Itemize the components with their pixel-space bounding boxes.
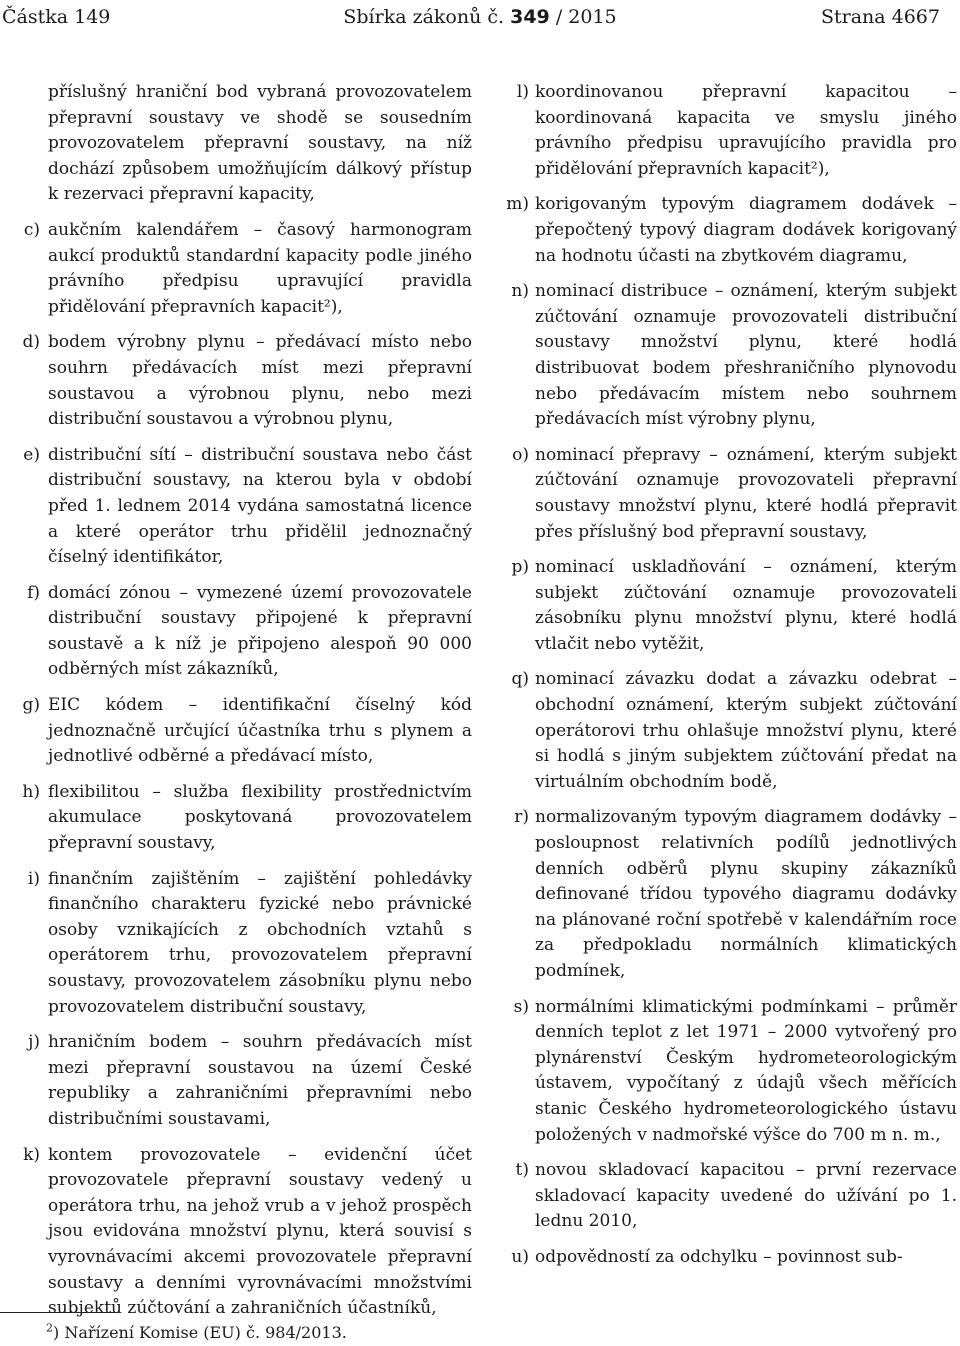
- item-body: [48, 330, 472, 432]
- item-label: g): [22, 695, 40, 716]
- definition-text: – obchodní oznámení, kterým subjekt zúčtování operátorovi trhu ohlašuje množství plynu, které si hodlá s jiným subjektem zúčtování předat na virtuálním obchodním bodě,: [535, 669, 957, 792]
- defined-term: aukčním kalendářem: [48, 219, 239, 240]
- item-label: f): [27, 582, 40, 603]
- definition-item: [4, 867, 472, 1021]
- law-number: 349: [510, 6, 550, 28]
- definition-list-right: [495, 80, 957, 1271]
- item-body: [48, 780, 472, 857]
- footnote-text: ) Nařízení Komise (EU) č. 984/2013.: [53, 1323, 347, 1342]
- collection-year: / 2015: [555, 6, 617, 28]
- definition-item: [495, 1245, 957, 1271]
- defined-term: normálními klimatickými podmínkami: [535, 996, 868, 1017]
- item-label: d): [22, 332, 40, 353]
- definition-text: – evidenční účet provozovatele přepravní soustavy vedený u operátora trhu, na jehož vrub a v jehož prospěch jsou evidována množství plynu, která souvisí s vyrovnávacími akcemi provozovatele přepravní soustavy a denními vyrovnávacími množstvími subjektů zúčtování a zahraničních účastníků,: [48, 1144, 472, 1319]
- definition-text: – oznámení, kterým subjekt zúčtování oznamuje provozovateli zásobníku plynu množství plynu, které hodlá vtlačit nebo vytěžit,: [535, 557, 957, 654]
- item-body: [535, 555, 957, 657]
- page-number: Strana 4667: [820, 6, 940, 28]
- definition-item: [495, 555, 957, 657]
- defined-term: korigovaným typovým diagramem dodávek: [535, 194, 934, 215]
- definition-text: – vymezené území provozovatele distribuční soustavy připojené k přepravní soustavě a k níž je připojeno alespoň 90 000 odběrných míst zákazníků,: [48, 582, 472, 680]
- item-body: [535, 443, 957, 545]
- item-label: r): [514, 807, 529, 828]
- item-body: [48, 1143, 472, 1322]
- definition-text: – časový harmonogram aukcí produktů standardní kapacity podle jiného právního předpisu upravující pravidla přidělování přepravních kapacit²),: [48, 219, 472, 317]
- definition-item: [495, 279, 957, 433]
- item-label: h): [22, 781, 40, 802]
- item-body: [48, 1030, 472, 1132]
- item-label: u): [511, 1246, 529, 1267]
- defined-term: flexibilitou: [48, 781, 140, 802]
- definition-text: – distribuční soustava nebo část distribuční soustavy, na kterou byla v období před 1. lednem 2014 vydána samostatná licence a které operátor trhu přidělil jednoznačný číselný identifikátor,: [48, 444, 472, 568]
- item-body: [48, 443, 472, 571]
- defined-term: domácí zónou: [48, 582, 171, 603]
- part-number: Částka 149: [2, 6, 111, 28]
- definition-item: [495, 805, 957, 984]
- defined-term: EIC kódem: [48, 695, 164, 716]
- item-body: [535, 1158, 957, 1235]
- defined-term: koordinovanou přepravní kapacitou: [535, 82, 910, 102]
- definition-item: [495, 443, 957, 545]
- item-body: [535, 805, 957, 984]
- item-body: [535, 80, 957, 182]
- definition-text: – oznámení, kterým subjekt zúčtování oznamuje provozovateli distribuční soustavy množství plynu, které hodlá distribuovat bodem přeshraničního plynovodu nebo předávacím místem nebo souhrnem předávacích míst výrobny plynu,: [535, 281, 957, 430]
- definition-text: – předávací místo nebo souhrn předávacích míst mezi přepravní soustavou a výrobnou plynu, nebo mezi distribuční soustavou a výrobnou plynu,: [48, 332, 472, 430]
- item-label: o): [512, 444, 529, 465]
- item-label: n): [511, 281, 529, 302]
- defined-term: nominací uskladňování: [535, 557, 746, 578]
- definition-item: [495, 667, 957, 795]
- definition-text: – koordinovaná kapacita ve smyslu jiného právního předpisu upravujícího pravidla pro přidělování přepravních kapacit²),: [535, 82, 958, 179]
- item-body: [535, 192, 957, 269]
- definition-item: [4, 780, 472, 857]
- definition-item: [495, 192, 957, 269]
- item-label: j): [28, 1032, 40, 1053]
- item-label: k): [23, 1144, 40, 1165]
- definition-text: – zajištění pohledávky finančního charakteru fyzické nebo právnické osoby vznikajících z obchodních vztahů s operátorem trhu, provozovatelem přepravní soustavy, provozovatelem zásobníku plynu nebo provozovatelem distribuční soustavy,: [48, 868, 472, 1017]
- defined-term: kontem provozovatele: [48, 1144, 261, 1165]
- definition-text: – souhrn předávacích míst mezi přepravní soustavou na území České republiky a zahraničními přepravními nebo distribučními soustavami,: [48, 1032, 472, 1129]
- defined-term: nominací závazku dodat a závazku odebrat: [535, 669, 937, 690]
- item-label: t): [515, 1160, 529, 1181]
- item-body: [48, 581, 472, 683]
- item-body: [535, 279, 957, 433]
- definition-item: [4, 1030, 472, 1132]
- page-header: [0, 2, 960, 32]
- definition-text: – první rezervace skladovací kapacity uvedené do užívání po 1. lednu 2010,: [535, 1160, 957, 1232]
- definition-item: [4, 330, 472, 432]
- left-column: [4, 80, 472, 1332]
- item-label: s): [513, 996, 529, 1017]
- item-body: [48, 867, 472, 1021]
- definition-list-left: [4, 218, 472, 1322]
- footnote-mark: 2: [46, 1321, 53, 1335]
- item-label: q): [511, 669, 529, 690]
- definition-item: [4, 693, 472, 770]
- definition-item: [495, 80, 957, 182]
- item-label: e): [23, 444, 40, 465]
- defined-term: normalizovaným typovým diagramem dodávky: [535, 807, 942, 828]
- defined-term: nominací přepravy: [535, 444, 701, 465]
- definition-text: – identifikační číselný kód jednoznačně určující účastníka trhu s plynem a jednotlivé odběrné a předávací místo,: [48, 695, 472, 767]
- item-label: c): [23, 219, 40, 240]
- definition-text: – posloupnost relativních podílů jednotlivých denních odběrů plynu skupiny zákazníků definované třídou typového diagramu dodávky na plánované roční spotřebě v kalendářním roce za předpokladu normálních klimatických podmínek,: [535, 807, 957, 981]
- defined-term: novou skladovací kapacitou: [535, 1160, 785, 1181]
- item-label: i): [27, 868, 40, 889]
- definition-item: [4, 218, 472, 320]
- item-label: m): [506, 194, 529, 215]
- defined-term: hraničním bodem: [48, 1032, 208, 1053]
- definition-item: [4, 1143, 472, 1322]
- item-body: [48, 693, 472, 770]
- collection-title: [0, 4, 960, 30]
- item-body: [48, 218, 472, 320]
- footnote-divider: [0, 1312, 118, 1313]
- intro-paragraph: příslušný hraniční bod vybraná provozovatelem přepravní soustavy ve shodě se sousedním provozovatelem přepravní soustavy, na níž dochází způsobem umožňujícím dálkový přístup k rezervaci přepravní kapacity,: [48, 82, 472, 205]
- defined-term: odpovědností za odchylku: [535, 1246, 758, 1267]
- definition-text: – přepočtený typový diagram dodávek korigovaný na hodnotu účasti na zbytkovém diagramu,: [535, 194, 957, 266]
- defined-term: nominací distribuce: [535, 281, 708, 302]
- defined-term: bodem výrobny plynu: [48, 332, 246, 353]
- definition-text: – služba flexibility prostřednictvím akumulace poskytovaná provozovatelem přepravní soustavy,: [48, 781, 472, 854]
- item-body: [535, 1245, 957, 1271]
- right-column: [495, 80, 957, 1281]
- item-body: [535, 995, 957, 1149]
- defined-term: finančním zajištěním: [48, 868, 240, 889]
- footnote: [46, 1322, 347, 1344]
- definition-item: [495, 1158, 957, 1235]
- item-body: [535, 667, 957, 795]
- definition-item: [4, 581, 472, 683]
- definition-text: – povinnost sub-: [757, 1246, 903, 1267]
- definition-item: [4, 443, 472, 571]
- collection-prefix: Sbírka zákonů č.: [343, 6, 505, 28]
- definition-item: [495, 995, 957, 1149]
- definition-text: – oznámení, kterým subjekt zúčtování oznamuje provozovateli přepravní soustavy množství plynu, které hodlá přepravit přes příslušný bod přepravní soustavy,: [535, 444, 957, 542]
- defined-term: distribuční sítí: [48, 444, 176, 465]
- definition-text: – průměr denních teplot z let 1971 – 2000 vytvořený pro plynárenství Českým hydrometeorologickým ústavem, vypočítaný z údajů všech měřících stanic Českého hydrometeorologického ústavu položených v nadmořské výšce do 700 m n. m.,: [535, 996, 958, 1145]
- item-label: l): [516, 82, 529, 102]
- item-label: p): [511, 557, 529, 578]
